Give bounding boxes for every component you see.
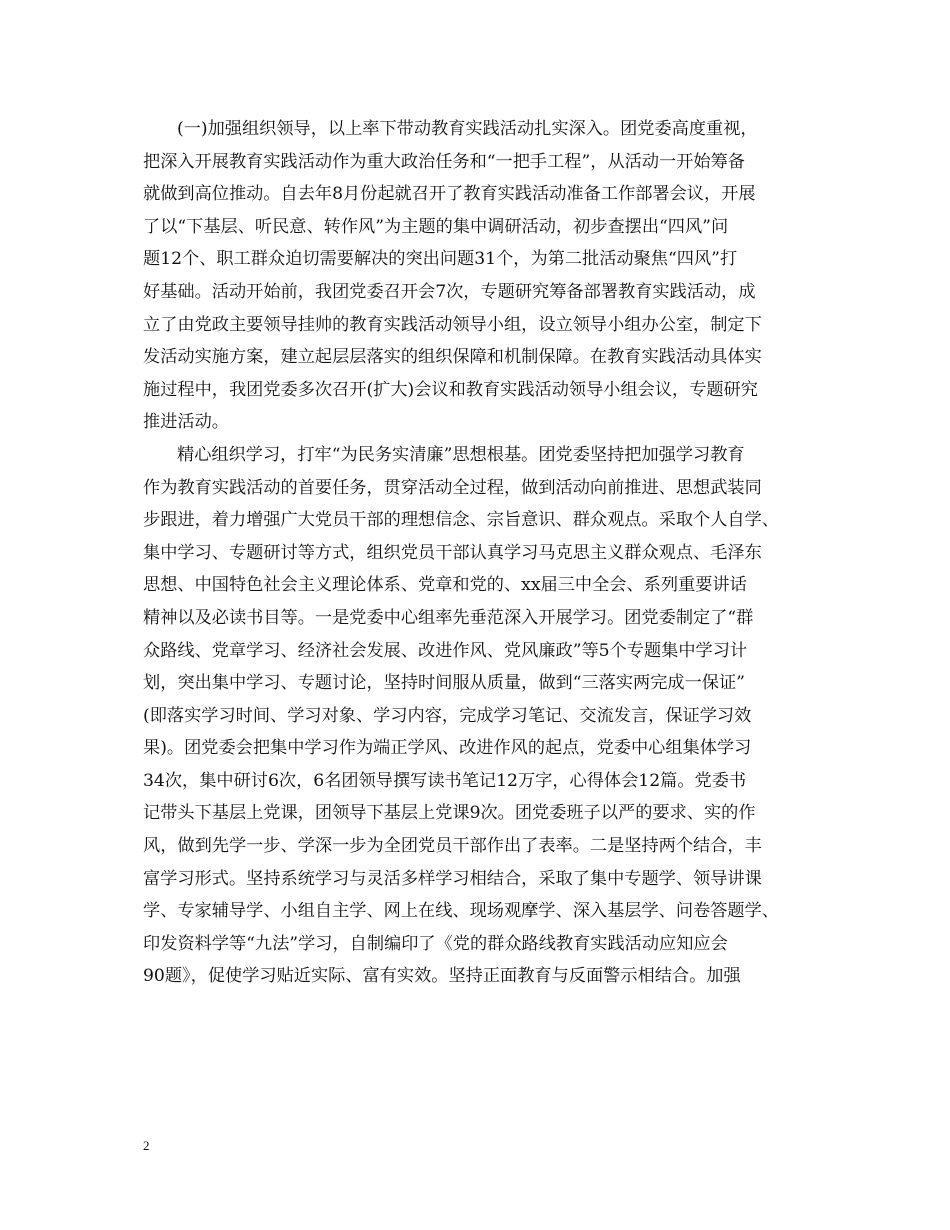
text-line: 就做到高位推动。自去年8月份起就召开了教育实践活动准备工作部署会议，开展 [143, 184, 756, 205]
page-number: 2 [143, 1138, 150, 1153]
text-line: 题12个、职工群众迫切需要解决的突出问题31个，为第二批活动聚焦“四风”打 [143, 249, 738, 270]
text-line: 精心组织学习，打牢“为民务实清廉”思想根基。团党委坚持把加强学习教育 [177, 444, 745, 465]
text-line: 富学习形式。坚持系统学习与灵活多样学习相结合，采取了集中专题学、领导讲课 [143, 868, 762, 889]
text-line: 作为教育实践活动的首要任务，贯穿活动全过程，做到活动向前推进、思想武装同 [143, 477, 762, 498]
text-line: 步跟进，着力增强广大党员干部的理想信念、宗旨意识、群众观点。采取个人自学、 [143, 510, 779, 531]
text-line: 学、专家辅导学、小组自主学、网上在线、现场观摩学、深入基层学、问卷答题学、 [143, 901, 779, 922]
text-line: 划，突出集中学习、专题讨论，坚持时间服从质量，做到“三落实两完成一保证” [143, 673, 745, 694]
paragraph-organization-leadership [143, 113, 823, 439]
text-line: 90题》，促使学习贴近实际、富有实效。坚持正面教育与反面警示相结合。加强 [143, 966, 741, 987]
text-line: (即落实学习时间、学习对象、学习内容，完成学习笔记、交流发言，保证学习效 [143, 705, 752, 726]
text-line: 风，做到先学一步、学深一步为全团党员干部作出了表率。二是坚持两个结合，丰 [143, 836, 762, 857]
text-line: 众路线、党章学习、经济社会发展、改进作风、党风廉政”等5个专题集中学习计 [143, 640, 748, 661]
text-line: 把深入开展教育实践活动作为重大政治任务和“一把手工程”，从活动一开始筹备 [143, 151, 745, 172]
paragraph-study-organization [143, 439, 823, 993]
text-line: 记带头下基层上党课，团领导下基层上党课9次。团党委班子以严的要求、实的作 [143, 803, 756, 824]
text-line: (一)加强组织领导，以上率下带动教育实践活动扎实深入。团党委高度重视， [177, 119, 758, 139]
text-line: 果)。团党委会把集中学习作为端正学风、改进作风的起点，党委中心组集体学习 [143, 738, 752, 759]
text-line: 推进活动。 [143, 412, 229, 433]
text-line: 施过程中，我团党委多次召开(扩大)会议和教育实践活动领导小组会议，专题研究 [143, 379, 758, 400]
text-line: 好基础。活动开始前，我团党委召开会7次，专题研究筹备部署教育实践活动，成 [143, 281, 756, 302]
body-text [143, 113, 823, 993]
text-line: 了以“下基层、听民意、转作风”为主题的集中调研活动，初步查摆出“四风”问 [143, 216, 729, 237]
text-line: 立了由党政主要领导挂帅的教育实践活动领导小组，设立领导小组办公室，制定下 [143, 314, 762, 335]
text-line: 印发资料学等“九法”学习，自制编印了《党的群众路线教育实践活动应知应会 [143, 933, 728, 954]
text-line: 发活动实施方案，建立起层层落实的组织保障和机制保障。在教育实践活动具体实 [143, 347, 762, 368]
text-line: 精神以及必读书目等。一是党委中心组率先垂范深入开展学习。团党委制定了“群 [143, 607, 754, 628]
text-line: 34次，集中研讨6次，6名团领导撰写读书笔记12万字，心得体会12篇。党委书 [143, 770, 747, 791]
text-line: 思想、中国特色社会主义理论体系、党章和党的、xx届三中全会、系列重要讲话 [143, 575, 747, 596]
text-line: 集中学习、专题研讨等方式，组织党员干部认真学习马克思主义群众观点、毛泽东 [143, 542, 762, 563]
